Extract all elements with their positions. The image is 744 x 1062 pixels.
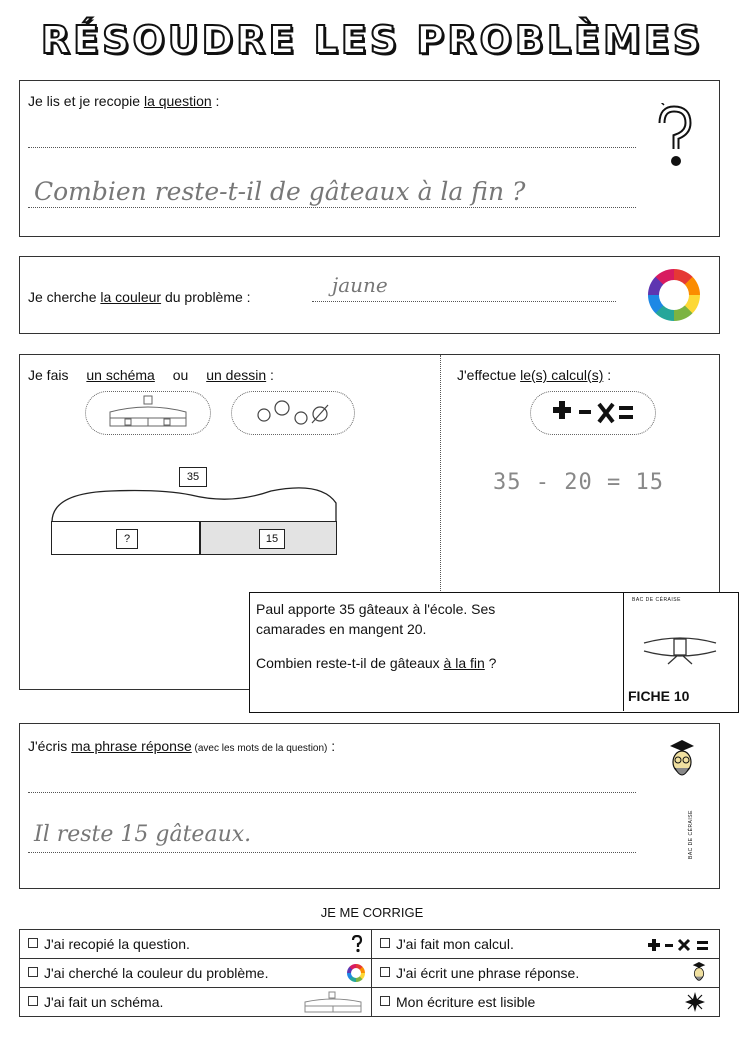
- question-label: Je lis et je recopie la question :: [28, 93, 220, 109]
- answer-line-2: [28, 852, 636, 853]
- question-answer: Combien reste-t-il de gâteaux à la fin ?: [34, 177, 526, 206]
- page-title: RÉSOUDRE LES PROBLÈMES: [40, 18, 704, 62]
- checkbox[interactable]: [28, 996, 38, 1006]
- question-mark-icon: [650, 103, 694, 173]
- color-section: [19, 256, 720, 334]
- unknown-box: ?: [116, 529, 138, 549]
- brace-curve: [51, 483, 337, 523]
- professor-icon: [691, 961, 707, 985]
- corrige-table: [19, 929, 720, 1017]
- check-item-calcul[interactable]: J'ai fait mon calcul.: [372, 930, 720, 959]
- color-wheel-icon: [347, 964, 365, 982]
- color-answer: jaune: [332, 273, 388, 297]
- writing-line-2: [28, 207, 636, 208]
- question-mark-icon: [351, 935, 363, 953]
- sparkle-icon: [685, 992, 705, 1012]
- question-label-underlined: la question: [143, 93, 212, 109]
- calc-label: J'effectue le(s) calcul(s) :: [457, 367, 612, 383]
- answer-section: [19, 723, 720, 889]
- check-item-couleur[interactable]: J'ai cherché la couleur du problème.: [20, 959, 372, 988]
- problem-card: [249, 592, 739, 713]
- drawing-pill-icon: [231, 391, 355, 435]
- checkbox[interactable]: [380, 938, 390, 948]
- corrige-row: [20, 988, 720, 1017]
- check-item-schema[interactable]: J'ai fait un schéma.: [20, 988, 372, 1017]
- checkbox[interactable]: [28, 967, 38, 977]
- corrige-row: [20, 959, 720, 988]
- problem-text: Paul apporte 35 gâteaux à l'école. Ses camarades en mangent 20. Combien reste-t-il de gâteaux à la fin ?: [256, 601, 497, 671]
- operations-icon: [647, 938, 711, 952]
- answer-label: J'écris ma phrase réponse (avec les mots de la question) :: [28, 738, 336, 754]
- checkbox[interactable]: [380, 967, 390, 977]
- answer-line-1: [28, 792, 636, 793]
- color-wheel-icon: [648, 269, 700, 321]
- total-box: 35: [179, 467, 207, 487]
- checkbox[interactable]: [28, 938, 38, 948]
- question-section: [19, 80, 720, 237]
- professor-icon: [667, 738, 697, 784]
- belt-icon: [642, 631, 718, 665]
- color-label: Je cherche la couleur du problème :: [28, 289, 251, 305]
- color-writing-line: [312, 301, 616, 302]
- check-item-ecriture[interactable]: Mon écriture est lisible: [372, 988, 720, 1017]
- vertical-divider: [440, 355, 441, 595]
- corrige-heading: JE ME CORRIGE: [320, 905, 424, 920]
- operations-pill-icon: [530, 391, 656, 435]
- schema-label: Je fais un schéma ou un dessin :: [28, 367, 274, 383]
- answer-text: Il reste 15 gâteaux.: [34, 822, 252, 847]
- schema-icon: [301, 991, 365, 1013]
- corrige-row: [20, 930, 720, 959]
- check-item-phrase[interactable]: J'ai écrit une phrase réponse.: [372, 959, 720, 988]
- answer-credit: BAC DE CÉRAISE: [688, 810, 694, 859]
- fiche-number: FICHE 10: [628, 688, 690, 704]
- card-credit: BAC DE CÉRAISE: [632, 597, 681, 603]
- schema-pill-icon: [85, 391, 211, 435]
- check-item-question[interactable]: J'ai recopié la question.: [20, 930, 372, 959]
- calc-expression: 35 - 20 = 15: [493, 470, 664, 495]
- checkbox[interactable]: [380, 996, 390, 1006]
- writing-line-1: [28, 147, 636, 148]
- known-box: 15: [259, 529, 285, 549]
- card-divider: [623, 593, 624, 711]
